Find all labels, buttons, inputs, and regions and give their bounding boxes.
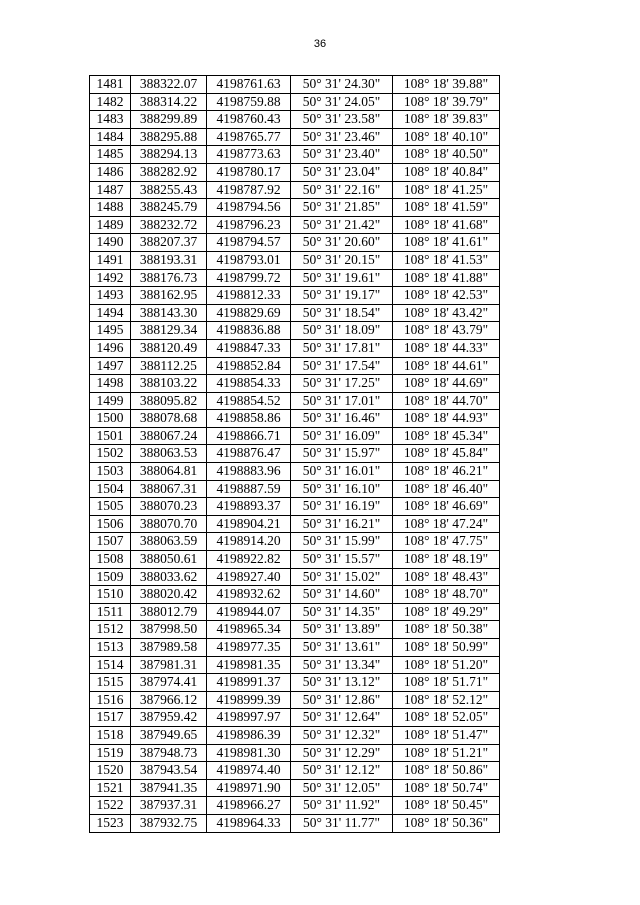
table-row (90, 674, 500, 692)
point-number-cell: 1506 (90, 515, 131, 533)
longitude-cell: 108° 18' 41.53" (393, 251, 500, 269)
longitude-cell: 108° 18' 51.20" (393, 656, 500, 674)
longitude-cell: 108° 18' 41.61" (393, 234, 500, 252)
point-number-cell: 1522 (90, 797, 131, 815)
table-row (90, 533, 500, 551)
x-coordinate-cell: 388064.81 (131, 463, 207, 481)
y-coordinate-cell: 4198858.86 (207, 410, 291, 428)
point-number-cell: 1515 (90, 674, 131, 692)
point-number-cell: 1486 (90, 163, 131, 181)
point-number-cell: 1487 (90, 181, 131, 199)
latitude-cell: 50° 31' 20.60" (291, 234, 393, 252)
y-coordinate-cell: 4198836.88 (207, 322, 291, 340)
table-row (90, 410, 500, 428)
table-row (90, 304, 500, 322)
y-coordinate-cell: 4198977.35 (207, 639, 291, 657)
table-row (90, 744, 500, 762)
longitude-cell: 108° 18' 40.50" (393, 146, 500, 164)
point-number-cell: 1504 (90, 480, 131, 498)
x-coordinate-cell: 388143.30 (131, 304, 207, 322)
table-row (90, 181, 500, 199)
latitude-cell: 50° 31' 11.92" (291, 797, 393, 815)
coordinates-table-body (90, 76, 500, 833)
point-number-cell: 1505 (90, 498, 131, 516)
x-coordinate-cell: 388050.61 (131, 551, 207, 569)
y-coordinate-cell: 4198759.88 (207, 93, 291, 111)
longitude-cell: 108° 18' 39.79" (393, 93, 500, 111)
latitude-cell: 50° 31' 23.58" (291, 111, 393, 129)
latitude-cell: 50° 31' 21.85" (291, 199, 393, 217)
table-row (90, 128, 500, 146)
point-number-cell: 1483 (90, 111, 131, 129)
latitude-cell: 50° 31' 12.29" (291, 744, 393, 762)
y-coordinate-cell: 4198876.47 (207, 445, 291, 463)
latitude-cell: 50° 31' 17.01" (291, 392, 393, 410)
point-number-cell: 1482 (90, 93, 131, 111)
latitude-cell: 50° 31' 16.01" (291, 463, 393, 481)
y-coordinate-cell: 4198965.34 (207, 621, 291, 639)
table-row (90, 515, 500, 533)
x-coordinate-cell: 387966.12 (131, 691, 207, 709)
x-coordinate-cell: 387937.31 (131, 797, 207, 815)
x-coordinate-cell: 387959.42 (131, 709, 207, 727)
longitude-cell: 108° 18' 44.33" (393, 339, 500, 357)
x-coordinate-cell: 388162.95 (131, 287, 207, 305)
latitude-cell: 50° 31' 24.30" (291, 76, 393, 94)
table-row (90, 375, 500, 393)
y-coordinate-cell: 4198796.23 (207, 216, 291, 234)
y-coordinate-cell: 4198780.17 (207, 163, 291, 181)
x-coordinate-cell: 387974.41 (131, 674, 207, 692)
latitude-cell: 50° 31' 15.97" (291, 445, 393, 463)
y-coordinate-cell: 4198812.33 (207, 287, 291, 305)
latitude-cell: 50° 31' 18.09" (291, 322, 393, 340)
x-coordinate-cell: 387989.58 (131, 639, 207, 657)
table-row (90, 234, 500, 252)
longitude-cell: 108° 18' 51.47" (393, 726, 500, 744)
x-coordinate-cell: 388033.62 (131, 568, 207, 586)
y-coordinate-cell: 4198893.37 (207, 498, 291, 516)
table-row (90, 199, 500, 217)
table-row (90, 691, 500, 709)
y-coordinate-cell: 4198927.40 (207, 568, 291, 586)
latitude-cell: 50° 31' 14.35" (291, 603, 393, 621)
longitude-cell: 108° 18' 46.40" (393, 480, 500, 498)
x-coordinate-cell: 388078.68 (131, 410, 207, 428)
x-coordinate-cell: 388070.23 (131, 498, 207, 516)
x-coordinate-cell: 387981.31 (131, 656, 207, 674)
table-row (90, 357, 500, 375)
longitude-cell: 108° 18' 40.10" (393, 128, 500, 146)
x-coordinate-cell: 388207.37 (131, 234, 207, 252)
point-number-cell: 1488 (90, 199, 131, 217)
latitude-cell: 50° 31' 17.25" (291, 375, 393, 393)
latitude-cell: 50° 31' 23.04" (291, 163, 393, 181)
y-coordinate-cell: 4198866.71 (207, 427, 291, 445)
longitude-cell: 108° 18' 39.83" (393, 111, 500, 129)
longitude-cell: 108° 18' 50.86" (393, 762, 500, 780)
x-coordinate-cell: 388063.53 (131, 445, 207, 463)
y-coordinate-cell: 4198974.40 (207, 762, 291, 780)
y-coordinate-cell: 4198883.96 (207, 463, 291, 481)
longitude-cell: 108° 18' 48.43" (393, 568, 500, 586)
x-coordinate-cell: 388129.34 (131, 322, 207, 340)
table-row (90, 251, 500, 269)
x-coordinate-cell: 387941.35 (131, 779, 207, 797)
point-number-cell: 1499 (90, 392, 131, 410)
x-coordinate-cell: 388255.43 (131, 181, 207, 199)
y-coordinate-cell: 4198991.37 (207, 674, 291, 692)
y-coordinate-cell: 4198966.27 (207, 797, 291, 815)
longitude-cell: 108° 18' 51.71" (393, 674, 500, 692)
table-row (90, 480, 500, 498)
x-coordinate-cell: 388020.42 (131, 586, 207, 604)
point-number-cell: 1481 (90, 76, 131, 94)
table-row (90, 322, 500, 340)
point-number-cell: 1519 (90, 744, 131, 762)
point-number-cell: 1514 (90, 656, 131, 674)
longitude-cell: 108° 18' 41.25" (393, 181, 500, 199)
longitude-cell: 108° 18' 41.88" (393, 269, 500, 287)
x-coordinate-cell: 388294.13 (131, 146, 207, 164)
longitude-cell: 108° 18' 50.36" (393, 814, 500, 832)
longitude-cell: 108° 18' 50.74" (393, 779, 500, 797)
longitude-cell: 108° 18' 43.42" (393, 304, 500, 322)
table-row (90, 498, 500, 516)
longitude-cell: 108° 18' 41.68" (393, 216, 500, 234)
table-row (90, 427, 500, 445)
table-row (90, 568, 500, 586)
point-number-cell: 1492 (90, 269, 131, 287)
x-coordinate-cell: 388070.70 (131, 515, 207, 533)
point-number-cell: 1498 (90, 375, 131, 393)
y-coordinate-cell: 4198986.39 (207, 726, 291, 744)
y-coordinate-cell: 4198904.21 (207, 515, 291, 533)
y-coordinate-cell: 4198765.77 (207, 128, 291, 146)
latitude-cell: 50° 31' 16.19" (291, 498, 393, 516)
latitude-cell: 50° 31' 20.15" (291, 251, 393, 269)
y-coordinate-cell: 4198922.82 (207, 551, 291, 569)
longitude-cell: 108° 18' 39.88" (393, 76, 500, 94)
table-row (90, 656, 500, 674)
coordinates-table (89, 75, 500, 833)
point-number-cell: 1501 (90, 427, 131, 445)
latitude-cell: 50° 31' 12.05" (291, 779, 393, 797)
y-coordinate-cell: 4198829.69 (207, 304, 291, 322)
latitude-cell: 50° 31' 23.40" (291, 146, 393, 164)
longitude-cell: 108° 18' 50.99" (393, 639, 500, 657)
y-coordinate-cell: 4198761.63 (207, 76, 291, 94)
latitude-cell: 50° 31' 13.61" (291, 639, 393, 657)
longitude-cell: 108° 18' 45.34" (393, 427, 500, 445)
longitude-cell: 108° 18' 52.12" (393, 691, 500, 709)
table-row (90, 339, 500, 357)
longitude-cell: 108° 18' 42.53" (393, 287, 500, 305)
point-number-cell: 1516 (90, 691, 131, 709)
longitude-cell: 108° 18' 50.45" (393, 797, 500, 815)
point-number-cell: 1513 (90, 639, 131, 657)
point-number-cell: 1508 (90, 551, 131, 569)
y-coordinate-cell: 4198793.01 (207, 251, 291, 269)
x-coordinate-cell: 387932.75 (131, 814, 207, 832)
table-row (90, 603, 500, 621)
point-number-cell: 1512 (90, 621, 131, 639)
point-number-cell: 1493 (90, 287, 131, 305)
y-coordinate-cell: 4198964.33 (207, 814, 291, 832)
latitude-cell: 50° 31' 15.99" (291, 533, 393, 551)
point-number-cell: 1509 (90, 568, 131, 586)
page-number: 36 (313, 38, 327, 50)
table-row (90, 779, 500, 797)
x-coordinate-cell: 388067.31 (131, 480, 207, 498)
y-coordinate-cell: 4198854.52 (207, 392, 291, 410)
x-coordinate-cell: 387949.65 (131, 726, 207, 744)
table-row (90, 146, 500, 164)
x-coordinate-cell: 388112.25 (131, 357, 207, 375)
table-row (90, 269, 500, 287)
latitude-cell: 50° 31' 14.60" (291, 586, 393, 604)
longitude-cell: 108° 18' 48.19" (393, 551, 500, 569)
longitude-cell: 108° 18' 46.21" (393, 463, 500, 481)
latitude-cell: 50° 31' 12.32" (291, 726, 393, 744)
table-row (90, 726, 500, 744)
latitude-cell: 50° 31' 16.21" (291, 515, 393, 533)
table-row (90, 76, 500, 94)
point-number-cell: 1489 (90, 216, 131, 234)
x-coordinate-cell: 388120.49 (131, 339, 207, 357)
point-number-cell: 1511 (90, 603, 131, 621)
latitude-cell: 50° 31' 16.09" (291, 427, 393, 445)
longitude-cell: 108° 18' 44.93" (393, 410, 500, 428)
longitude-cell: 108° 18' 49.29" (393, 603, 500, 621)
x-coordinate-cell: 388314.22 (131, 93, 207, 111)
latitude-cell: 50° 31' 17.81" (291, 339, 393, 357)
point-number-cell: 1494 (90, 304, 131, 322)
x-coordinate-cell: 388103.22 (131, 375, 207, 393)
point-number-cell: 1523 (90, 814, 131, 832)
latitude-cell: 50° 31' 22.16" (291, 181, 393, 199)
point-number-cell: 1521 (90, 779, 131, 797)
x-coordinate-cell: 388176.73 (131, 269, 207, 287)
longitude-cell: 108° 18' 43.79" (393, 322, 500, 340)
x-coordinate-cell: 388295.88 (131, 128, 207, 146)
longitude-cell: 108° 18' 51.21" (393, 744, 500, 762)
y-coordinate-cell: 4198794.57 (207, 234, 291, 252)
longitude-cell: 108° 18' 47.24" (393, 515, 500, 533)
latitude-cell: 50° 31' 13.34" (291, 656, 393, 674)
point-number-cell: 1520 (90, 762, 131, 780)
longitude-cell: 108° 18' 44.69" (393, 375, 500, 393)
table-row (90, 551, 500, 569)
y-coordinate-cell: 4198981.30 (207, 744, 291, 762)
x-coordinate-cell: 387943.54 (131, 762, 207, 780)
x-coordinate-cell: 387998.50 (131, 621, 207, 639)
table-row (90, 445, 500, 463)
table-row (90, 586, 500, 604)
point-number-cell: 1503 (90, 463, 131, 481)
y-coordinate-cell: 4198999.39 (207, 691, 291, 709)
x-coordinate-cell: 388012.79 (131, 603, 207, 621)
latitude-cell: 50° 31' 15.57" (291, 551, 393, 569)
latitude-cell: 50° 31' 18.54" (291, 304, 393, 322)
latitude-cell: 50° 31' 12.64" (291, 709, 393, 727)
latitude-cell: 50° 31' 15.02" (291, 568, 393, 586)
x-coordinate-cell: 388095.82 (131, 392, 207, 410)
x-coordinate-cell: 388232.72 (131, 216, 207, 234)
y-coordinate-cell: 4198799.72 (207, 269, 291, 287)
latitude-cell: 50° 31' 16.46" (291, 410, 393, 428)
longitude-cell: 108° 18' 50.38" (393, 621, 500, 639)
latitude-cell: 50° 31' 23.46" (291, 128, 393, 146)
latitude-cell: 50° 31' 19.17" (291, 287, 393, 305)
y-coordinate-cell: 4198794.56 (207, 199, 291, 217)
point-number-cell: 1495 (90, 322, 131, 340)
table-row (90, 111, 500, 129)
y-coordinate-cell: 4198932.62 (207, 586, 291, 604)
latitude-cell: 50° 31' 13.12" (291, 674, 393, 692)
point-number-cell: 1491 (90, 251, 131, 269)
latitude-cell: 50° 31' 16.10" (291, 480, 393, 498)
point-number-cell: 1518 (90, 726, 131, 744)
longitude-cell: 108° 18' 52.05" (393, 709, 500, 727)
table-row (90, 392, 500, 410)
point-number-cell: 1497 (90, 357, 131, 375)
y-coordinate-cell: 4198852.84 (207, 357, 291, 375)
table-row (90, 93, 500, 111)
y-coordinate-cell: 4198787.92 (207, 181, 291, 199)
latitude-cell: 50° 31' 12.86" (291, 691, 393, 709)
x-coordinate-cell: 388322.07 (131, 76, 207, 94)
point-number-cell: 1510 (90, 586, 131, 604)
point-number-cell: 1500 (90, 410, 131, 428)
x-coordinate-cell: 388063.59 (131, 533, 207, 551)
table-row (90, 639, 500, 657)
longitude-cell: 108° 18' 45.84" (393, 445, 500, 463)
y-coordinate-cell: 4198997.97 (207, 709, 291, 727)
x-coordinate-cell: 388067.24 (131, 427, 207, 445)
table-row (90, 709, 500, 727)
latitude-cell: 50° 31' 12.12" (291, 762, 393, 780)
longitude-cell: 108° 18' 44.70" (393, 392, 500, 410)
y-coordinate-cell: 4198971.90 (207, 779, 291, 797)
latitude-cell: 50° 31' 19.61" (291, 269, 393, 287)
point-number-cell: 1517 (90, 709, 131, 727)
y-coordinate-cell: 4198760.43 (207, 111, 291, 129)
x-coordinate-cell: 388282.92 (131, 163, 207, 181)
point-number-cell: 1496 (90, 339, 131, 357)
longitude-cell: 108° 18' 48.70" (393, 586, 500, 604)
x-coordinate-cell: 387948.73 (131, 744, 207, 762)
y-coordinate-cell: 4198944.07 (207, 603, 291, 621)
table-row (90, 287, 500, 305)
latitude-cell: 50° 31' 24.05" (291, 93, 393, 111)
table-row (90, 762, 500, 780)
x-coordinate-cell: 388193.31 (131, 251, 207, 269)
y-coordinate-cell: 4198981.35 (207, 656, 291, 674)
point-number-cell: 1507 (90, 533, 131, 551)
latitude-cell: 50° 31' 21.42" (291, 216, 393, 234)
latitude-cell: 50° 31' 13.89" (291, 621, 393, 639)
table-row (90, 463, 500, 481)
y-coordinate-cell: 4198773.63 (207, 146, 291, 164)
table-row (90, 814, 500, 832)
latitude-cell: 50° 31' 11.77" (291, 814, 393, 832)
y-coordinate-cell: 4198914.20 (207, 533, 291, 551)
longitude-cell: 108° 18' 47.75" (393, 533, 500, 551)
longitude-cell: 108° 18' 41.59" (393, 199, 500, 217)
table-row (90, 621, 500, 639)
point-number-cell: 1502 (90, 445, 131, 463)
y-coordinate-cell: 4198847.33 (207, 339, 291, 357)
longitude-cell: 108° 18' 46.69" (393, 498, 500, 516)
table-row (90, 163, 500, 181)
point-number-cell: 1490 (90, 234, 131, 252)
y-coordinate-cell: 4198887.59 (207, 480, 291, 498)
latitude-cell: 50° 31' 17.54" (291, 357, 393, 375)
longitude-cell: 108° 18' 40.84" (393, 163, 500, 181)
table-row (90, 797, 500, 815)
longitude-cell: 108° 18' 44.61" (393, 357, 500, 375)
x-coordinate-cell: 388245.79 (131, 199, 207, 217)
y-coordinate-cell: 4198854.33 (207, 375, 291, 393)
point-number-cell: 1484 (90, 128, 131, 146)
table-row (90, 216, 500, 234)
x-coordinate-cell: 388299.89 (131, 111, 207, 129)
point-number-cell: 1485 (90, 146, 131, 164)
